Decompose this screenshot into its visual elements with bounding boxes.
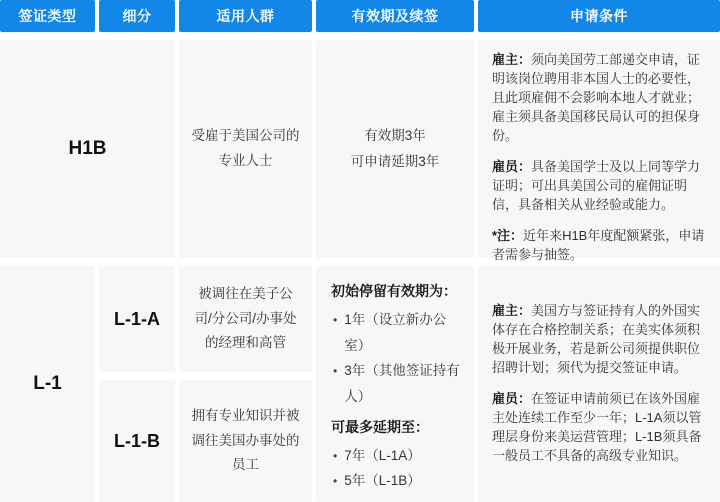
employee-label: 雇员： xyxy=(492,391,532,406)
employee-text: 在签证申请前须已在该外国雇主处连续工作至少一年；L-1A须以管理层身份来美运营管理；L-1B须具备一般员工不具备的高级专业知识。 xyxy=(492,391,702,463)
list-item xyxy=(331,358,464,409)
header-subdivision: 细分 xyxy=(99,0,175,32)
h1b-type-cell xyxy=(0,40,175,258)
l1-employer-paragraph xyxy=(492,302,706,378)
list-item xyxy=(331,468,464,494)
l1a-audience-cell: 被调往在美子公司/分公司/办事处的经理和高管 xyxy=(179,266,312,372)
note-label: *注： xyxy=(492,227,524,243)
l1-conditions-cell xyxy=(478,266,720,502)
l1b-audience-cell: 拥有专业知识并被调往美国办事处的员工 xyxy=(179,380,312,502)
note-text: 近年来H1B年度配额紧张，申请者需参与抽签。 xyxy=(492,227,705,262)
bullet-icon: • xyxy=(333,313,338,328)
header-validity: 有效期及续签 xyxy=(316,0,474,32)
initial-item-1: 1年（设立新办公室） xyxy=(344,312,447,353)
employee-label: 雇员： xyxy=(492,158,532,174)
h1b-note-paragraph xyxy=(492,227,706,265)
extension-item-2: 5年（L-1B） xyxy=(344,473,421,489)
extension-item-1: 7年（L-1A） xyxy=(344,447,421,463)
l1-employee-paragraph xyxy=(492,390,706,466)
h1b-validity-cell xyxy=(316,40,474,258)
h1b-conditions-cell xyxy=(478,40,720,262)
h1b-audience-cell: 受雇于美国公司的专业人士 xyxy=(179,40,312,258)
h1b-employer-paragraph xyxy=(492,51,706,146)
bullet-icon: • xyxy=(333,474,338,489)
initial-validity-heading: 初始停留有效期为： xyxy=(331,283,457,300)
l1b-code-label: L-1-B xyxy=(114,430,160,451)
employer-text: 美国方与签证持有人的外国实体存在合格控制关系；在美实体须积极开展业务，若是新公司须提供职位招聘计划；须代为提交签证申请。 xyxy=(492,303,701,376)
bullet-icon: • xyxy=(333,448,338,463)
header-audience: 适用人群 xyxy=(179,0,312,32)
l1b-code-cell xyxy=(99,380,175,502)
list-item xyxy=(331,307,464,358)
l1-validity-cell xyxy=(316,266,474,502)
initial-item-2: 3年（其他签证持有人） xyxy=(344,363,460,404)
extension-heading: 可最多延期至： xyxy=(331,418,429,435)
bullet-icon: • xyxy=(333,364,338,379)
l1a-code-cell xyxy=(99,266,175,372)
h1b-employee-paragraph xyxy=(492,158,706,215)
l1-type-label: L-1 xyxy=(33,373,62,394)
header-visa-type: 签证类型 xyxy=(0,0,95,32)
l1a-code-label: L-1-A xyxy=(114,308,160,329)
h1b-validity-line2: 可申请延期3年 xyxy=(350,154,440,169)
list-item xyxy=(331,443,464,469)
h1b-validity-line1: 有效期3年 xyxy=(364,127,426,143)
employer-label: 雇主： xyxy=(492,52,532,67)
l1-type-cell xyxy=(0,266,95,502)
h1b-type-label: H1B xyxy=(68,138,107,159)
employer-text: 须向美国劳工部递交申请，证明该岗位聘用非本国人士的必要性，且此项雇佣不会影响本地人才就业；雇主须具备美国移民局认可的担保身份。 xyxy=(492,52,701,143)
employer-label: 雇主： xyxy=(492,303,532,319)
employee-text: 具备美国学士及以上同等学力证明；可出具美国公司的雇佣证明信，具备相关从业经验或能力。 xyxy=(492,158,701,212)
header-requirements: 申请条件 xyxy=(478,0,720,32)
